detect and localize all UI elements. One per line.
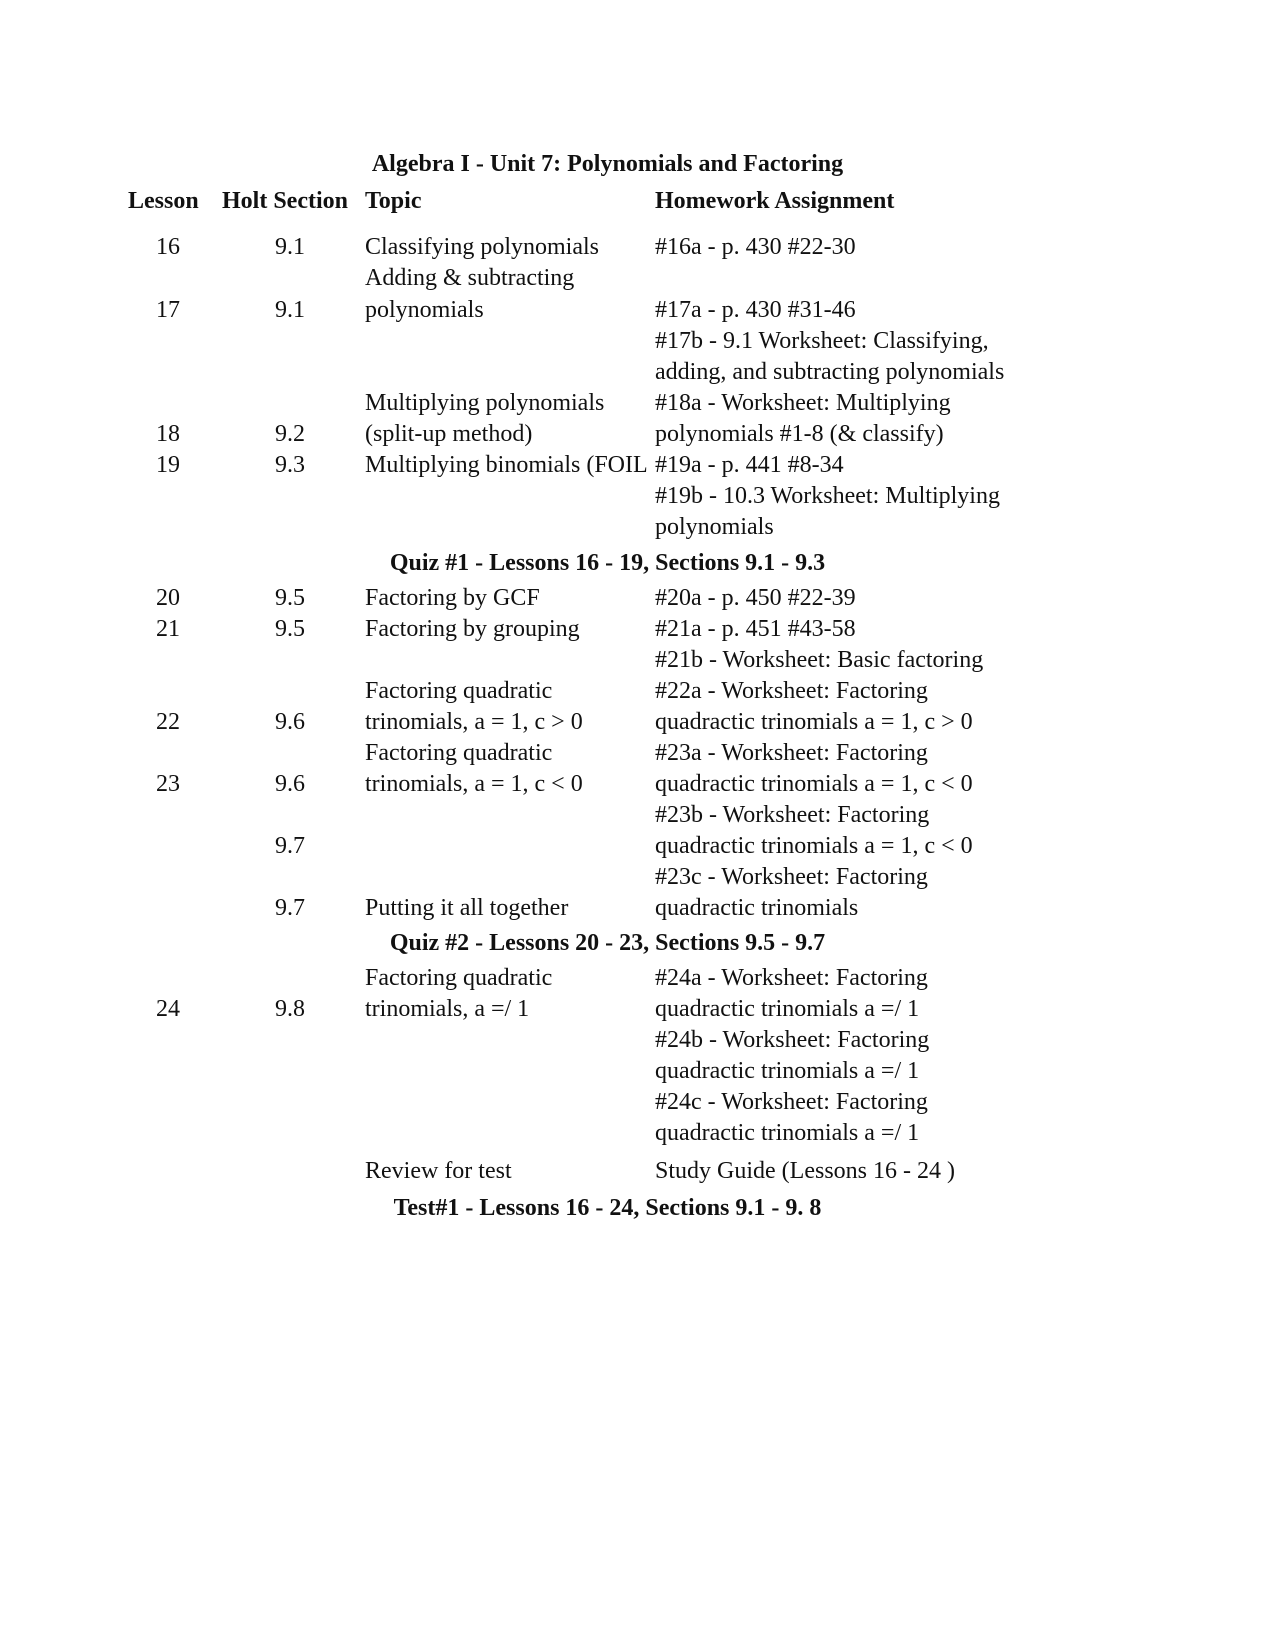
lesson-number: 20 xyxy=(156,585,180,611)
homework-text: Study Guide (Lessons 16 - 24 ) xyxy=(655,1158,955,1184)
topic-text: Putting it all together xyxy=(365,895,569,921)
homework-text: #22a - Worksheet: Factoring xyxy=(655,678,928,704)
topic-text: trinomials, a =/ 1 xyxy=(365,996,530,1022)
homework-text: polynomials xyxy=(655,514,774,540)
section-number: 9.5 xyxy=(275,585,305,611)
header-topic: Topic xyxy=(365,188,422,214)
homework-text: #21b - Worksheet: Basic factoring xyxy=(655,647,984,673)
header-homework: Homework Assignment xyxy=(655,188,895,214)
lesson-number: 21 xyxy=(156,616,180,642)
lesson-number: 22 xyxy=(156,709,180,735)
homework-text: #20a - p. 450 #22-39 xyxy=(655,585,856,611)
homework-text: #17b - 9.1 Worksheet: Classifying, xyxy=(655,328,989,354)
topic-text: Adding & subtracting xyxy=(365,265,575,291)
lesson-number: 19 xyxy=(156,452,180,478)
header-holt-section: Holt Section xyxy=(222,188,348,214)
homework-text: #24b - Worksheet: Factoring xyxy=(655,1027,930,1053)
homework-text: quadractic trinomials a =/ 1 xyxy=(655,1120,920,1146)
lesson-number: 23 xyxy=(156,771,180,797)
homework-text: #24a - Worksheet: Factoring xyxy=(655,965,928,991)
homework-text: #23a - Worksheet: Factoring xyxy=(655,740,928,766)
homework-text: polynomials #1-8 (& classify) xyxy=(655,421,944,447)
topic-text: Factoring by GCF xyxy=(365,585,540,611)
topic-text: (split-up method) xyxy=(365,421,533,447)
section-number: 9.2 xyxy=(275,421,305,447)
homework-text: quadractic trinomials xyxy=(655,895,859,921)
section-number: 9.3 xyxy=(275,452,305,478)
homework-text: quadractic trinomials a = 1, c < 0 xyxy=(655,833,973,859)
homework-text: #18a - Worksheet: Multiplying xyxy=(655,390,951,416)
quiz-1-heading: Quiz #1 - Lessons 16 - 19, Sections 9.1 - 9.3 xyxy=(389,550,826,576)
quiz-2-heading: Quiz #2 - Lessons 20 - 23, Sections 9.5 - 9.7 xyxy=(389,930,826,956)
section-number: 9.5 xyxy=(275,616,305,642)
homework-text: #21a - p. 451 #43-58 xyxy=(655,616,856,642)
section-number: 9.7 xyxy=(275,833,305,859)
lesson-number: 18 xyxy=(156,421,180,447)
section-number: 9.7 xyxy=(275,895,305,921)
homework-text: #23b - Worksheet: Factoring xyxy=(655,802,930,828)
section-number: 9.6 xyxy=(275,771,305,797)
topic-text: Factoring quadratic xyxy=(365,740,553,766)
topic-text: Factoring quadratic xyxy=(365,965,553,991)
homework-text: #24c - Worksheet: Factoring xyxy=(655,1089,928,1115)
homework-text: #16a - p. 430 #22-30 xyxy=(655,234,856,260)
page-title: Algebra I - Unit 7: Polynomials and Factoring xyxy=(371,151,844,177)
section-number: 9.8 xyxy=(275,996,305,1022)
test-heading: Test#1 - Lessons 16 - 24, Sections 9.1 - 9. 8 xyxy=(393,1195,822,1221)
homework-text: #23c - Worksheet: Factoring xyxy=(655,864,928,890)
topic-text: trinomials, a = 1, c > 0 xyxy=(365,709,583,735)
header-lesson: Lesson xyxy=(128,188,199,214)
topic-text: polynomials xyxy=(365,297,484,323)
topic-text: Classifying polynomials xyxy=(365,234,599,260)
section-number: 9.6 xyxy=(275,709,305,735)
homework-text: #19b - 10.3 Worksheet: Multiplying xyxy=(655,483,1000,509)
topic-text: Factoring quadratic xyxy=(365,678,553,704)
homework-text: quadractic trinomials a =/ 1 xyxy=(655,1058,920,1084)
topic-text: Multiplying binomials (FOIL xyxy=(365,452,648,478)
homework-text: quadractic trinomials a = 1, c < 0 xyxy=(655,771,973,797)
homework-text: quadractic trinomials a =/ 1 xyxy=(655,996,920,1022)
lesson-number: 17 xyxy=(156,297,180,323)
homework-text: adding, and subtracting polynomials xyxy=(655,359,1005,385)
topic-text: trinomials, a = 1, c < 0 xyxy=(365,771,583,797)
lesson-number: 16 xyxy=(156,234,180,260)
topic-text: Factoring by grouping xyxy=(365,616,580,642)
section-number: 9.1 xyxy=(275,234,305,260)
section-number: 9.1 xyxy=(275,297,305,323)
lesson-number: 24 xyxy=(156,996,180,1022)
homework-text: #19a - p. 441 #8-34 xyxy=(655,452,844,478)
homework-text: #17a - p. 430 #31-46 xyxy=(655,297,856,323)
topic-text: Review for test xyxy=(365,1158,512,1184)
homework-text: quadractic trinomials a = 1, c > 0 xyxy=(655,709,973,735)
topic-text: Multiplying polynomials xyxy=(365,390,605,416)
